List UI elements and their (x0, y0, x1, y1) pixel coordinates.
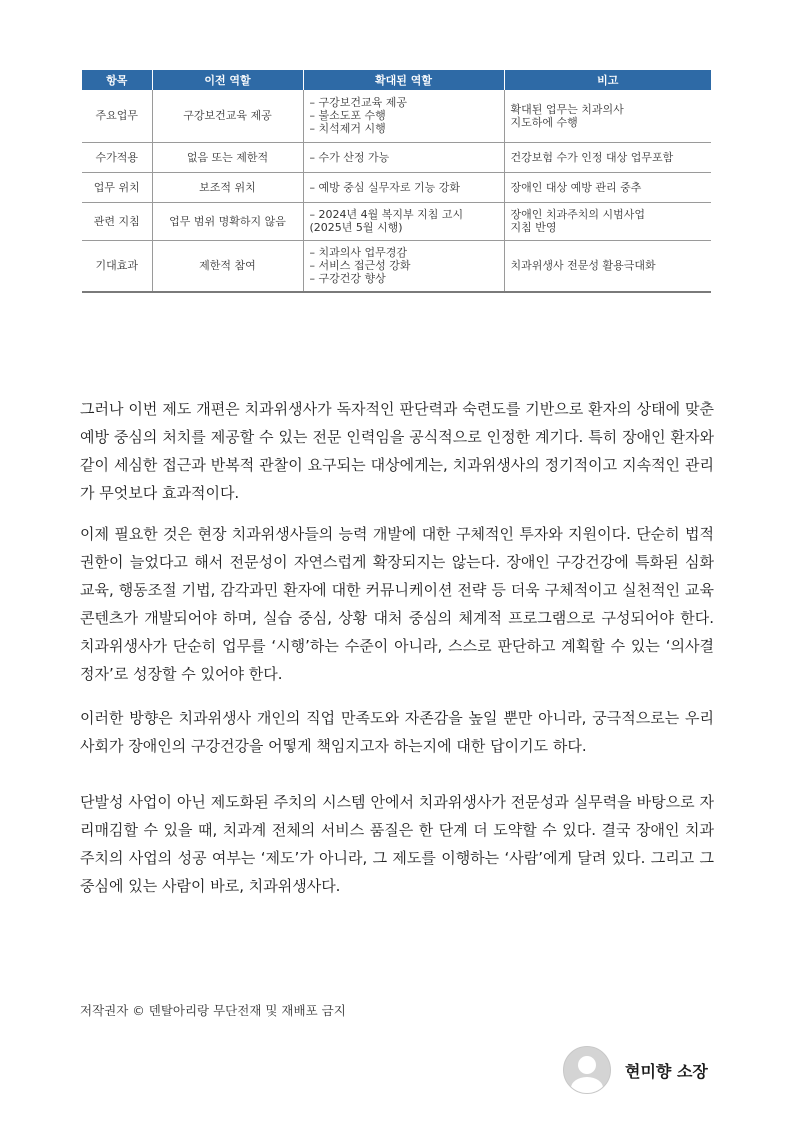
role-comparison-table (82, 70, 711, 293)
note-line: 장애인 대상 예방 관리 중추 (510, 180, 642, 194)
copyright-notice: 저작권자 © 덴탈아리랑 무단전재 및 재배포 금지 (80, 1003, 346, 1018)
note-line: 건강보험 수가 인정 대상 업무포함 (510, 150, 674, 164)
cell-item: 기대효과 (82, 240, 152, 292)
cell-item: 관련 지침 (82, 202, 152, 240)
cell-note (504, 172, 711, 202)
paragraph: 이제 필요한 것은 현장 치과위생사들의 능력 개발에 대한 구체적인 투자와 지원이다. 단순히 법적 권한이 늘었다고 해서 전문성이 자연스럽게 확장되지는 않는다. 장애인 구강건강에 특화된 심화 교육, 행동조절 기법, 감각과민 환자에 대한 커뮤니케이션 전략 등 더욱 구체적이고 실천적인 교육 콘텐츠가 개발되어야 하며, 실습 중심, 상황 대처 중심의 체계적 프로그램으로 구성되어야 한다. 치과위생사가 단순히 업무를 ‘시행’하는 수준이 아니라, 스스로 판단하고 계획할 수 있는 ‘의사결정자’로 성장할 수 있어야 한다. (80, 525, 714, 683)
expanded-line: (2025년 5월 시행) (309, 221, 403, 234)
table-row (82, 202, 711, 240)
header-item: 항목 (82, 70, 152, 90)
expanded-line: – 예방 중심 실무자로 기능 강화 (310, 181, 498, 194)
note-line: 장애인 치과주치의 시범사업 (510, 208, 646, 221)
cell-item: 주요업무 (82, 90, 152, 142)
cell-expanded (303, 142, 504, 172)
cell-prev: 업무 범위 명확하지 않음 (152, 202, 303, 240)
note-line: 지침 반영 (510, 221, 557, 234)
table-row (82, 142, 711, 172)
expanded-line: – 치과의사 업무경감 (310, 246, 498, 259)
expanded-line: – 불소도포 수행 (310, 109, 498, 122)
expanded-line: – 치석제거 시행 (310, 122, 498, 135)
avatar-icon (563, 1046, 611, 1094)
paragraph: 그러나 이번 제도 개편은 치과위생사가 독자적인 판단력과 숙련도를 기반으로 환자의 상태에 맞춘 예방 중심의 처치를 제공할 수 있는 전문 인력임을 공식적으로 인정한 계기다. 특히 장애인 환자와 같이 세심한 접근과 반복적 관찰이 요구되는 대상에게는, 치과위생사의 정기적이고 지속적인 관리가 무엇보다 효과적이다. (80, 400, 714, 502)
note-line: 치과위생사 전문성 활용극대화 (510, 259, 656, 273)
table-row (82, 172, 711, 202)
table-header-row (82, 70, 711, 90)
note-line: 확대된 업무는 치과의사 (510, 102, 624, 116)
note-line: 지도하에 수행 (510, 115, 578, 129)
cell-expanded (303, 172, 504, 202)
table-row (82, 240, 711, 292)
author-name: 현미향 소장 (625, 1061, 708, 1081)
header-prev-role: 이전 역할 (152, 70, 303, 90)
cell-expanded (303, 202, 504, 240)
expanded-line: – 수가 산정 가능 (310, 151, 498, 164)
header-expanded-role: 확대된 역할 (303, 70, 504, 90)
expanded-line: – 서비스 접근성 강화 (310, 259, 498, 272)
cell-prev: 구강보건교육 제공 (152, 90, 303, 142)
paragraph: 단발성 사업이 아닌 제도화된 주치의 시스템 안에서 치과위생사가 전문성과 실무력을 바탕으로 자리매김할 수 있을 때, 치과계 전체의 서비스 품질은 한 단계 더 도약할 수 있다. 결국 장애인 치과 주치의 사업의 성공 여부는 ‘제도’가 아니라, 그 제도를 이행하는 ‘사람’에게 달려 있다. 그리고 그 중심에 있는 사람이 바로, 치과위생사다. (80, 793, 714, 895)
cell-item: 수가적용 (82, 142, 152, 172)
cell-note (504, 240, 711, 292)
expanded-line: – 구강건강 향상 (310, 272, 498, 285)
table-row (82, 90, 711, 142)
cell-expanded (303, 90, 504, 142)
cell-prev: 제한적 참여 (152, 240, 303, 292)
cell-item: 업무 위치 (82, 172, 152, 202)
cell-prev: 보조적 위치 (152, 172, 303, 202)
cell-expanded (303, 240, 504, 292)
author-byline (563, 1046, 708, 1094)
cell-prev: 없음 또는 제한적 (152, 142, 303, 172)
cell-note (504, 90, 711, 142)
paragraph: 이러한 방향은 치과위생사 개인의 직업 만족도와 자존감을 높일 뿐만 아니라, 궁극적으로는 우리 사회가 장애인의 구강건강을 어떻게 책임지고자 하는지에 대한 답이기도 하다. (80, 709, 714, 755)
expanded-line: – 구강보건교육 제공 (310, 96, 498, 109)
expanded-line: – 2024년 4월 복지부 지침 고시 (310, 208, 498, 221)
cell-note (504, 202, 711, 240)
header-note: 비고 (504, 70, 711, 90)
cell-note (504, 142, 711, 172)
